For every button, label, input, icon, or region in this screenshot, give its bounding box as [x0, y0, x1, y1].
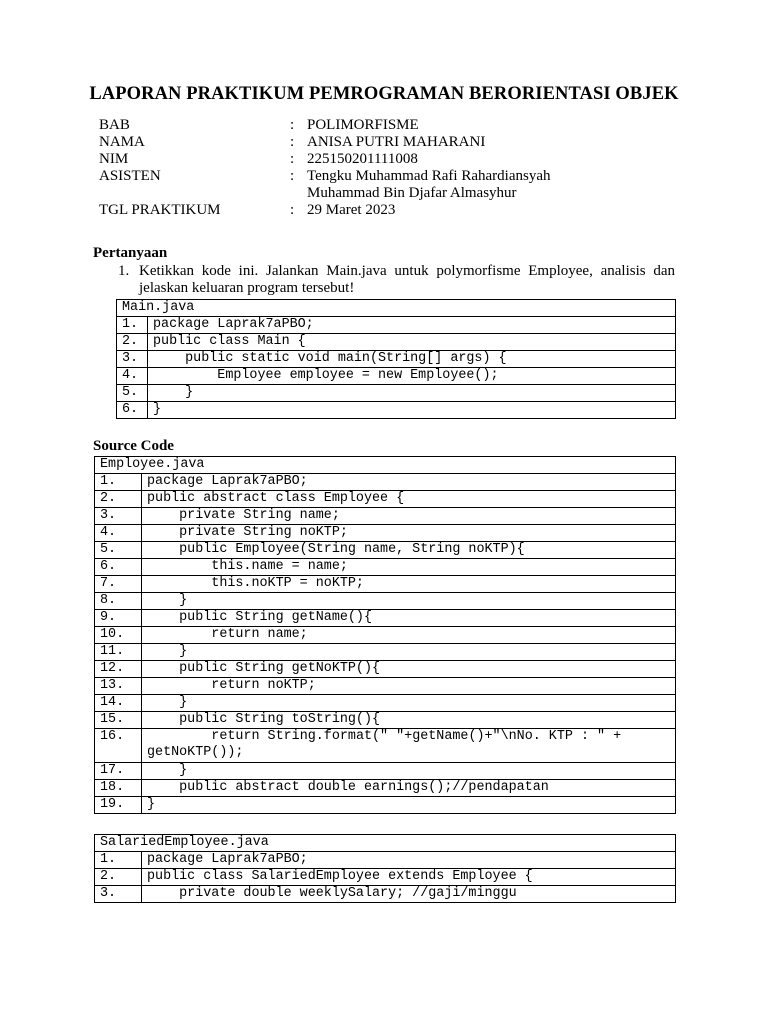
code-line: package Laprak7aPBO; — [142, 474, 676, 491]
employee-java-table — [94, 456, 676, 814]
code-row — [95, 610, 676, 627]
info-value: POLIMORFISME — [307, 117, 419, 133]
asisten-name-2: Muhammad Bin Djafar Almasyhur — [307, 185, 517, 201]
info-value: 225150201111008 — [307, 151, 418, 167]
question-number: 1. — [118, 263, 130, 279]
line-number: 13. — [95, 678, 142, 695]
info-colon: : — [290, 202, 295, 218]
code-row — [95, 780, 676, 797]
code-line: public class SalariedEmployee extends Employee { — [142, 869, 676, 886]
code-line: public abstract class Employee { — [142, 491, 676, 508]
code-row — [95, 661, 676, 678]
line-number: 2. — [117, 334, 148, 351]
line-number: 10. — [95, 627, 142, 644]
code-filename: Main.java — [117, 300, 676, 317]
code-line: package Laprak7aPBO; — [142, 852, 676, 869]
code-line: package Laprak7aPBO; — [148, 317, 676, 334]
info-colon: : — [290, 134, 295, 150]
line-number: 19. — [95, 797, 142, 814]
line-number: 1. — [95, 852, 142, 869]
main-java-table — [116, 299, 676, 419]
code-row — [95, 852, 676, 869]
code-filename: SalariedEmployee.java — [95, 835, 676, 852]
code-line: return name; — [142, 627, 676, 644]
code-line: private double weeklySalary; //gaji/minggu — [142, 886, 676, 903]
line-number: 7. — [95, 576, 142, 593]
code-line: public abstract double earnings();//pendapatan — [142, 780, 676, 797]
code-line: public String getNoKTP(){ — [142, 661, 676, 678]
line-number: 6. — [117, 402, 148, 419]
code-line: public String toString(){ — [142, 712, 676, 729]
code-row — [95, 576, 676, 593]
code-line: } — [142, 644, 676, 661]
line-number: 8. — [95, 593, 142, 610]
code-line: public class Main { — [148, 334, 676, 351]
line-number: 2. — [95, 869, 142, 886]
code-line: } — [148, 385, 676, 402]
code-line: } — [142, 797, 676, 814]
code-line: return String.format(" "+getName()+"\nNo. KTP : " + getNoKTP()); — [142, 729, 676, 763]
code-line: public static void main(String[] args) { — [148, 351, 676, 368]
question-text: Ketikkan kode ini. Jalankan Main.java untuk polymorfisme Employee, analisis dan jelaskan keluaran program tersebut! — [139, 263, 675, 296]
line-number: 3. — [117, 351, 148, 368]
info-value: 29 Maret 2023 — [307, 202, 396, 218]
code-row — [117, 317, 676, 334]
code-row — [117, 351, 676, 368]
line-number: 17. — [95, 763, 142, 780]
info-label: TGL PRAKTIKUM — [99, 202, 221, 218]
line-number: 9. — [95, 610, 142, 627]
code-line: private String noKTP; — [142, 525, 676, 542]
code-line: this.noKTP = noKTP; — [142, 576, 676, 593]
line-number: 15. — [95, 712, 142, 729]
code-line: public Employee(String name, String noKTP){ — [142, 542, 676, 559]
code-row — [95, 869, 676, 886]
source-code-heading: Source Code — [93, 438, 174, 454]
info-label: NAMA — [99, 134, 145, 150]
pertanyaan-heading: Pertanyaan — [93, 245, 168, 261]
line-number: 3. — [95, 886, 142, 903]
info-label: ASISTEN — [99, 168, 161, 184]
code-line: private String name; — [142, 508, 676, 525]
code-row — [95, 508, 676, 525]
code-row — [95, 525, 676, 542]
line-number: 5. — [117, 385, 148, 402]
info-colon: : — [290, 151, 295, 167]
info-value — [307, 168, 550, 202]
salaried-employee-java-table — [94, 834, 676, 903]
line-number: 5. — [95, 542, 142, 559]
code-line: } — [142, 763, 676, 780]
code-row — [117, 368, 676, 385]
code-row — [95, 729, 676, 763]
code-row — [95, 886, 676, 903]
code-line: return noKTP; — [142, 678, 676, 695]
code-row — [95, 797, 676, 814]
code-line: } — [142, 695, 676, 712]
code-row — [95, 712, 676, 729]
code-row — [95, 491, 676, 508]
line-number: 11. — [95, 644, 142, 661]
line-number: 1. — [117, 317, 148, 334]
line-number: 6. — [95, 559, 142, 576]
line-number: 4. — [95, 525, 142, 542]
line-number: 4. — [117, 368, 148, 385]
code-row — [95, 593, 676, 610]
line-number: 16. — [95, 729, 142, 763]
code-filename: Employee.java — [95, 457, 676, 474]
code-row — [95, 474, 676, 491]
line-number: 14. — [95, 695, 142, 712]
line-number: 12. — [95, 661, 142, 678]
info-label: BAB — [99, 117, 130, 133]
code-row — [95, 678, 676, 695]
code-line: public String getName(){ — [142, 610, 676, 627]
code-row — [95, 627, 676, 644]
line-number: 2. — [95, 491, 142, 508]
line-number: 1. — [95, 474, 142, 491]
code-row — [95, 763, 676, 780]
report-title: LAPORAN PRAKTIKUM PEMROGRAMAN BERORIENTASI OBJEK — [89, 84, 679, 104]
info-label: NIM — [99, 151, 129, 167]
code-line: Employee employee = new Employee(); — [148, 368, 676, 385]
code-row — [95, 542, 676, 559]
code-row — [117, 334, 676, 351]
code-row — [117, 402, 676, 419]
asisten-name-1: Tengku Muhammad Rafi Rahardiansyah — [307, 168, 551, 184]
code-line: } — [142, 593, 676, 610]
code-row — [95, 695, 676, 712]
line-number: 3. — [95, 508, 142, 525]
code-row — [117, 385, 676, 402]
code-line: } — [148, 402, 676, 419]
info-colon: : — [290, 168, 295, 184]
code-row — [95, 559, 676, 576]
code-line: this.name = name; — [142, 559, 676, 576]
code-row — [95, 644, 676, 661]
info-colon: : — [290, 117, 295, 133]
line-number: 18. — [95, 780, 142, 797]
info-value: ANISA PUTRI MAHARANI — [307, 134, 486, 150]
